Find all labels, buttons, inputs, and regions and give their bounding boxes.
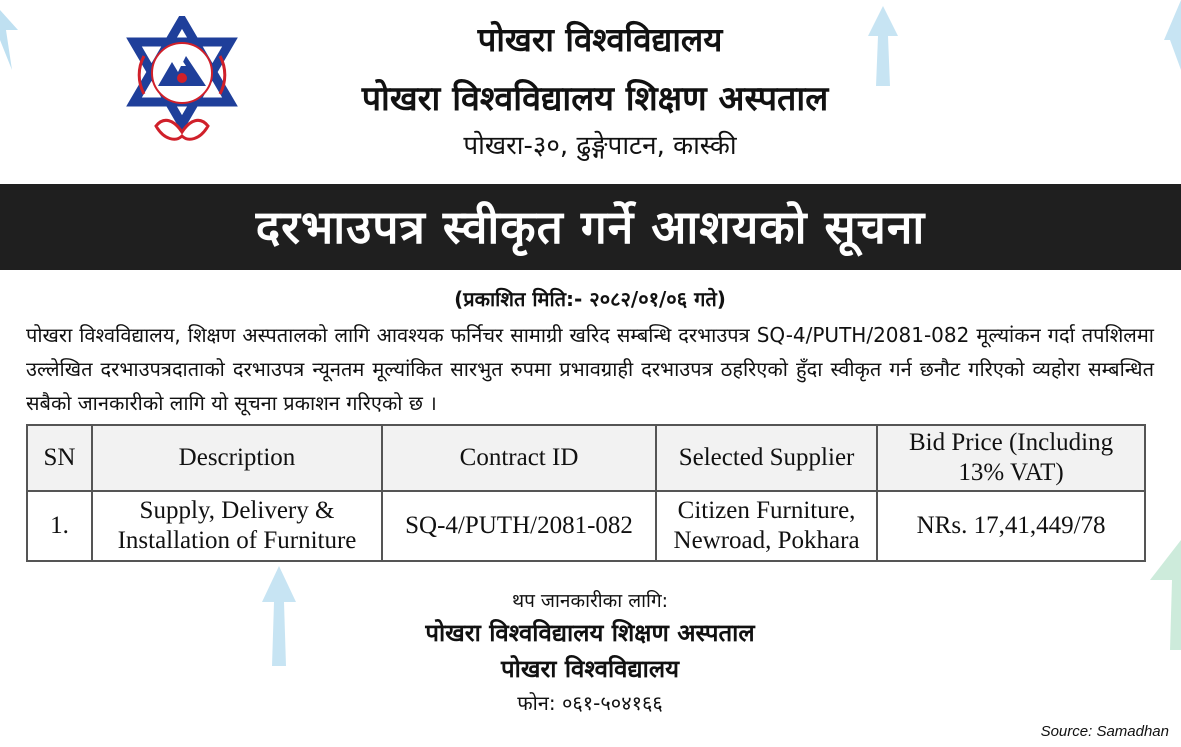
header-price-line2: 13% VAT) (958, 459, 1064, 486)
university-name: पोखरा विश्वविद्यालय (477, 20, 723, 59)
university-logo (126, 16, 238, 144)
watermark-icon-bottom-left (262, 566, 296, 666)
cell-contract-id: SQ-4/PUTH/2081-082 (382, 491, 656, 561)
footer-university: पोखरा विश्वविद्यालय (500, 655, 680, 683)
notice-body: पोखरा विश्वविद्यालय, शिक्षण अस्पतालको लागि आवश्यक फर्निचर सामाग्री खरिद सम्बन्धि दरभाउपत्र SQ-4/PUTH/2081-082 मूल्यांकन गर्दा तपशिलमा उल्लेखित दरभाउपत्रदाताको दरभाउपत्र न्यूनतम मूल्यांकित सारभुत रुपमा प्रभावग्राही दरभाउपत्र ठहरिएको हुँदा स्वीकृत गर्न छनौट गरिएको व्यहोरा सम्बन्धित सबैको जानकारीको लागि यो सूचना प्रकाशन गरिएको छ । (26, 323, 1154, 415)
notice-title: दरभाउपत्र स्वीकृत गर्ने आशयको सूचना (255, 200, 926, 254)
cell-sn: 1. (27, 491, 92, 561)
cell-price: NRs. 17,41,449/78 (877, 491, 1145, 561)
header-supplier: Selected Supplier (656, 425, 877, 491)
published-date: (प्रकाशित मिति:- २०८२/०१/०६ गते) (454, 287, 726, 311)
header-description: Description (92, 425, 382, 491)
cell-supplier-line1: Citizen Furniture, (677, 497, 856, 524)
cell-supplier-line2: Newroad, Pokhara (673, 527, 860, 554)
footer-phone: फोन: ०६१-५०४१६६ (517, 691, 663, 715)
header-price (877, 425, 1145, 491)
table-row (27, 491, 1145, 561)
cell-description-line2: Installation of Furniture (117, 527, 357, 554)
source-credit: Source: Samadhan (1040, 723, 1169, 740)
header-sn: SN (27, 425, 92, 491)
notice-banner (0, 184, 1181, 270)
watermark-icon-left (0, 10, 18, 70)
bid-table (26, 424, 1146, 562)
header-price-line1: Bid Price (Including (908, 429, 1114, 456)
address: पोखरा-३०, ढुङ्गेपाटन, कास्की (463, 131, 737, 161)
cell-description-line1: Supply, Delivery & (139, 497, 335, 524)
watermark-icon-right (1150, 540, 1181, 650)
table-header-row (27, 425, 1145, 491)
watermark-icon-far-right (1164, 0, 1181, 70)
cell-supplier (656, 491, 877, 561)
cell-description (92, 491, 382, 561)
header-contract-id: Contract ID (382, 425, 656, 491)
watermark-icon-top (868, 6, 898, 86)
footer-hospital: पोखरा विश्वविद्यालय शिक्षण अस्पताल (425, 619, 755, 647)
more-info-label: थप जानकारीका लागि: (511, 590, 669, 612)
hospital-name: पोखरा विश्वविद्यालय शिक्षण अस्पताल (361, 79, 829, 119)
